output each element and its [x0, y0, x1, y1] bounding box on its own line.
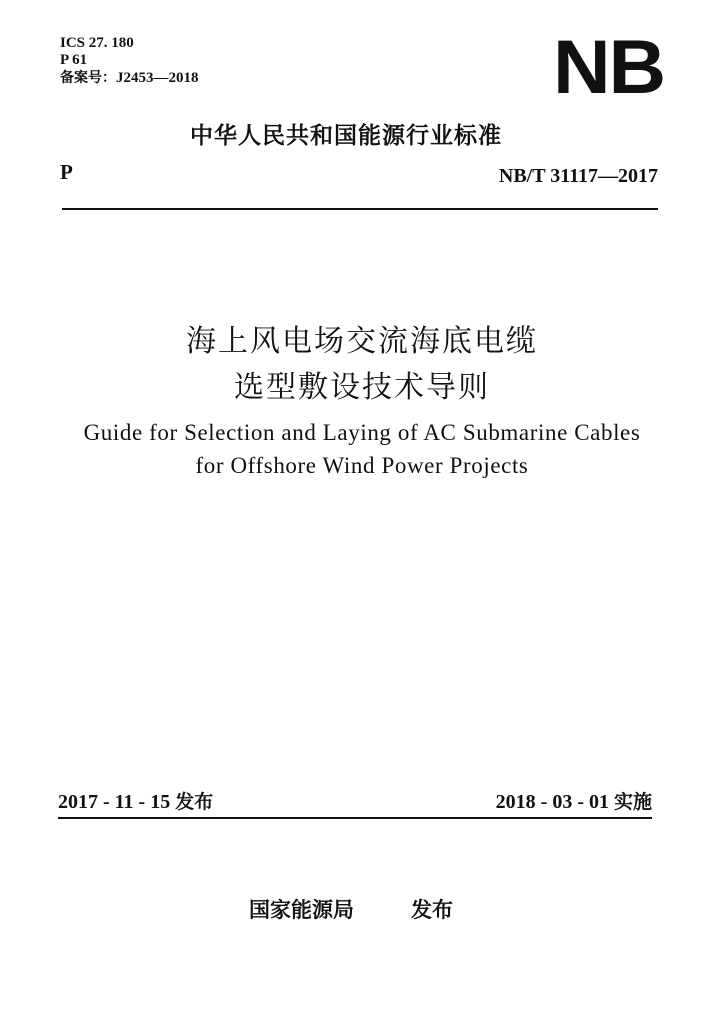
- nb-logo: NB: [553, 25, 665, 110]
- title-en-line2: for Offshore Wind Power Projects: [195, 453, 529, 478]
- title-en-line1: Guide for Selection and Laying of AC Submarine Cables: [83, 420, 641, 445]
- publish-label: 发布: [411, 898, 453, 922]
- issuer-line: 中华人民共和国能源行业标准: [190, 123, 502, 149]
- title-cn-line1: 海上风电场交流海底电缆: [186, 324, 538, 359]
- ccs-code: P 61: [60, 52, 88, 68]
- title-cn-line2: 选型敷设技术导则: [234, 370, 490, 405]
- classification-code: P: [60, 160, 73, 184]
- publisher-name: 国家能源局: [249, 898, 354, 922]
- implement-date: 2018 - 03 - 01: [495, 791, 609, 813]
- filing-number: J2453—2018: [116, 70, 199, 86]
- standard-number: NB/T 31117—2017: [498, 165, 658, 187]
- filing-number-line: [60, 70, 199, 86]
- issue-date-line: [58, 787, 213, 814]
- ics-code: ICS 27. 180: [60, 35, 134, 51]
- implement-date-line: [496, 787, 652, 814]
- top-divider: [62, 208, 658, 210]
- bottom-divider: [58, 817, 652, 819]
- issue-date: 2017 - 11 - 15: [58, 791, 171, 813]
- filing-label: 备案号：: [60, 70, 116, 86]
- implement-label: 实施: [613, 791, 652, 813]
- issue-label: 发布: [175, 791, 214, 813]
